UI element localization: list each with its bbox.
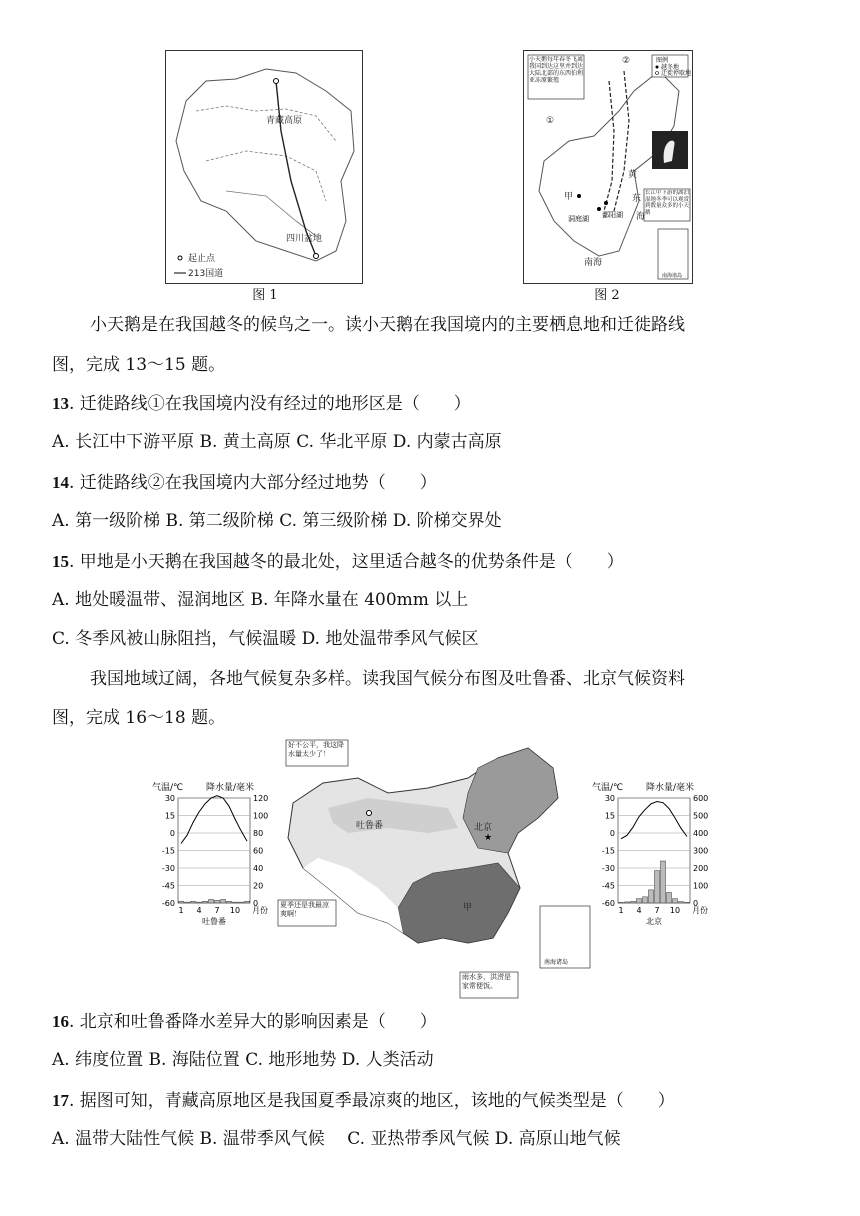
- temp-tick-label: -60: [161, 899, 175, 908]
- start-point-marker: [274, 79, 279, 84]
- figure-1-map: [165, 50, 363, 284]
- precip-bar: [685, 902, 690, 903]
- precip-tick-label: 0: [693, 899, 699, 908]
- x-tick-label: 7: [654, 906, 660, 915]
- intro-paragraph-2: 我国地域辽阔，各地气候复杂多样。读我国气候分布图及吐鲁番、北京气候资料: [90, 669, 685, 689]
- precip-bar: [637, 899, 642, 903]
- precip-bar: [245, 901, 250, 903]
- bubble-southeast: 雨水多，洪涝是家常便饭。: [462, 973, 511, 990]
- intro-paragraph-1b: 图，完成 13～15 题。: [52, 355, 226, 375]
- question-text: . 据图可知，青藏高原地区是我国夏季最凉爽的地区，该地的气候类型是（ ）: [69, 1091, 675, 1111]
- x-tick-label: 4: [196, 906, 202, 915]
- precip-tick-label: 200: [693, 864, 708, 873]
- label-sea: 海: [636, 212, 646, 222]
- china-climate-map: [288, 748, 590, 968]
- label-basin: 四川盆地: [286, 234, 323, 244]
- precip-tick-label: 0: [253, 899, 259, 908]
- precip-bar: [679, 902, 684, 903]
- label-east: 东: [632, 194, 642, 204]
- precip-tick-label: 600: [693, 794, 708, 803]
- question-text: . 甲地是小天鹅在我国越冬的最北处，这里适合越冬的优势条件是（ ）: [69, 552, 624, 572]
- precip-bar: [631, 901, 636, 903]
- chart-title: 北京: [646, 917, 662, 926]
- note-bottom: 长江中下游的湖泊湿地冬季可以观赏到数量众多的小天鹅: [645, 190, 689, 216]
- precip-bar: [649, 890, 654, 903]
- map-swan-migration: [524, 51, 692, 283]
- precip-tick-label: 100: [693, 881, 708, 891]
- label-islands: 南海诸岛: [662, 273, 683, 279]
- question-15: [52, 553, 624, 571]
- temp-tick-label: -45: [161, 881, 175, 891]
- x-tick-label: 1: [178, 906, 184, 915]
- legend-item-stop: 迁徙停歇地: [661, 70, 692, 77]
- precip-bar: [661, 861, 666, 903]
- temperature-line: [181, 796, 247, 844]
- precip-bar: [643, 897, 648, 903]
- x-tick-label: 1: [618, 906, 624, 915]
- x-axis-label: 月份: [252, 906, 268, 915]
- turpan-right-axis-label: 降水量/毫米: [206, 783, 255, 793]
- label-beijing: 北京: [474, 823, 493, 833]
- label-jia-region: 甲: [463, 903, 473, 913]
- temp-tick-label: 15: [164, 811, 175, 821]
- question-number: 14: [52, 473, 69, 492]
- label-jia: 甲: [564, 192, 574, 202]
- question-17-options: A. 温带大陆性气候 B. 温带季风气候 C. 亚热带季风气候 D. 高原山地气候: [52, 1129, 621, 1149]
- question-16-options: A. 纬度位置 B. 海陆位置 C. 地形地势 D. 人类活动: [52, 1050, 434, 1070]
- legend-start-point: 起止点: [188, 254, 216, 264]
- precip-bar: [185, 902, 190, 903]
- precip-bar: [197, 902, 202, 903]
- label-dongting: 洞庭湖: [568, 215, 589, 223]
- turpan-left-axis-label: 气温/℃: [152, 783, 184, 793]
- question-number: 13: [52, 394, 69, 413]
- label-turpan: 吐鲁番: [356, 821, 384, 831]
- label-south-sea: 南海: [584, 258, 603, 268]
- precip-tick-label: 400: [693, 829, 708, 838]
- temp-tick-label: -15: [161, 846, 175, 856]
- question-text: . 迁徙路线①在我国境内没有经过的地形区是（ ）: [69, 394, 471, 414]
- temp-tick-label: 30: [164, 794, 175, 803]
- x-tick-label: 4: [636, 906, 642, 915]
- precip-bar: [625, 902, 630, 903]
- label-route-1: ①: [546, 116, 555, 126]
- precip-bar: [227, 901, 232, 903]
- label-poyang: 鄱阳湖: [602, 211, 623, 219]
- precip-bar: [655, 871, 660, 903]
- x-tick-label: 7: [214, 906, 220, 915]
- question-13: [52, 395, 471, 413]
- temp-tick-label: -60: [601, 899, 615, 908]
- map-qinghai-tibet-road: [166, 51, 362, 283]
- label-plateau: 青藏高原: [266, 116, 303, 126]
- x-tick-label: 10: [669, 906, 681, 915]
- temp-tick-label: -45: [601, 881, 615, 891]
- question-number: 15: [52, 552, 69, 571]
- precip-bar: [209, 900, 214, 904]
- precip-tick-label: 300: [693, 846, 708, 856]
- question-text: . 北京和吐鲁番降水差异大的影响因素是（ ）: [69, 1012, 437, 1032]
- precip-bar: [673, 899, 678, 903]
- note-top: 小天鹅每年春冬飞离我国到达这里并到达大陆北部的东西伯利亚冻原繁殖: [529, 56, 583, 84]
- precip-tick-label: 80: [253, 829, 264, 838]
- precip-bar: [215, 900, 220, 903]
- climate-figure: [148, 738, 708, 1000]
- legend-item-winter: 越冬地: [661, 64, 680, 71]
- end-point-marker: [314, 254, 319, 259]
- temp-tick-label: -30: [161, 864, 175, 873]
- precip-tick-label: 40: [253, 864, 264, 873]
- label-islands-climate: 南海诸岛: [544, 959, 569, 966]
- temp-tick-label: 30: [604, 794, 615, 803]
- chart-title: 吐鲁番: [202, 917, 226, 926]
- precip-bar: [221, 900, 226, 904]
- figure-2-caption: 图 2: [594, 288, 620, 303]
- question-number: 17: [52, 1091, 69, 1110]
- precip-bar: [619, 902, 624, 903]
- beijing-left-axis-label: 气温/℃: [592, 783, 624, 793]
- figure-2-map: [523, 50, 693, 284]
- intro-paragraph-1: 小天鹅是在我国越冬的候鸟之一。读小天鹅在我国境内的主要栖息地和迁徙路线: [90, 315, 685, 335]
- question-14: [52, 474, 437, 492]
- precip-tick-label: 500: [693, 811, 708, 821]
- question-17: [52, 1092, 675, 1110]
- islands-inset: [658, 229, 688, 279]
- x-tick-label: 10: [229, 906, 241, 915]
- question-text: . 迁徙路线②在我国境内大部分经过地势（ ）: [69, 473, 437, 493]
- question-15-options-1: A. 地处暖温带、湿润地区 B. 年降水量在 400mm 以上: [52, 590, 469, 610]
- question-13-options: A. 长江中下游平原 B. 黄土高原 C. 华北平原 D. 内蒙古高原: [52, 432, 502, 452]
- precip-bar: [239, 902, 244, 903]
- temp-tick-label: -30: [601, 864, 615, 873]
- precip-tick-label: 120: [253, 794, 269, 803]
- precip-tick-label: 100: [253, 811, 269, 821]
- label-yellow: 黄: [628, 170, 638, 180]
- bubble-southwest: 夏季还是我最凉爽啊！: [280, 901, 329, 918]
- precip-tick-label: 60: [253, 846, 264, 856]
- temp-tick-label: -15: [601, 846, 615, 856]
- beijing-star-icon: ★: [484, 833, 493, 843]
- precip-bar: [203, 901, 208, 903]
- precip-bar: [179, 901, 184, 903]
- question-15-options-2: C. 冬季风被山脉阻挡，气候温暖 D. 地处温带季风气候区: [52, 629, 479, 649]
- chart-beijing: [592, 781, 708, 926]
- intro-paragraph-2b: 图，完成 16～18 题。: [52, 708, 226, 728]
- temp-tick-label: 0: [169, 829, 175, 838]
- beijing-right-axis-label: 降水量/毫米: [646, 783, 695, 793]
- question-16: [52, 1013, 437, 1031]
- question-number: 16: [52, 1012, 69, 1031]
- precip-tick-label: 20: [253, 881, 264, 891]
- legend-road: 213国道: [188, 269, 224, 279]
- precip-bar: [191, 901, 196, 903]
- temp-tick-label: 0: [609, 829, 615, 838]
- precip-bar: [233, 902, 238, 903]
- temp-tick-label: 15: [604, 811, 615, 821]
- label-route-2: ②: [622, 56, 631, 66]
- bubble-northwest: 好不公平，我这降水量太少了！: [288, 741, 344, 758]
- figure-1-caption: 图 1: [252, 288, 278, 303]
- question-14-options: A. 第一级阶梯 B. 第二级阶梯 C. 第三级阶梯 D. 阶梯交界处: [52, 511, 502, 531]
- precip-bar: [667, 893, 672, 904]
- legend-title: 图例: [656, 57, 669, 64]
- x-axis-label: 月份: [692, 906, 708, 915]
- chart-turpan: [152, 781, 268, 926]
